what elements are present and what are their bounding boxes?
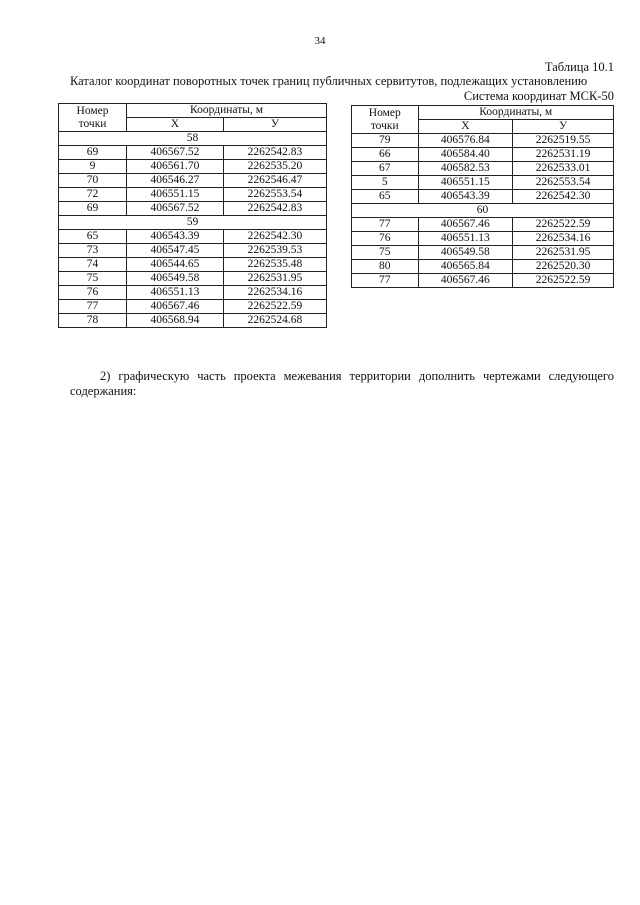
point-number-cell: 76 xyxy=(352,232,419,246)
point-number-cell: 72 xyxy=(59,188,127,202)
point-number-cell: 70 xyxy=(59,174,127,188)
x-header: X xyxy=(127,118,224,132)
table-row xyxy=(352,162,614,176)
table-row xyxy=(352,232,614,246)
table-row xyxy=(59,244,327,258)
y-coordinate-cell: 2262522.59 xyxy=(513,218,614,232)
x-coordinate-cell: 406567.46 xyxy=(418,274,513,288)
x-coordinate-cell: 406568.94 xyxy=(127,314,224,328)
y-coordinate-cell: 2262542.30 xyxy=(223,230,326,244)
group-title: 60 xyxy=(352,204,614,218)
y-coordinate-cell: 2262542.83 xyxy=(223,202,326,216)
point-number-cell: 79 xyxy=(352,134,419,148)
y-coordinate-cell: 2262524.68 xyxy=(223,314,326,328)
y-coordinate-cell: 2262546.47 xyxy=(223,174,326,188)
table-row xyxy=(352,246,614,260)
y-header: У xyxy=(223,118,326,132)
y-coordinate-cell: 2262553.54 xyxy=(513,176,614,190)
table-row xyxy=(59,300,327,314)
point-number-header-line2: точки xyxy=(78,117,107,130)
y-coordinate-cell: 2262534.16 xyxy=(513,232,614,246)
group-title-row xyxy=(352,204,614,218)
point-number-cell: 78 xyxy=(59,314,127,328)
x-coordinate-cell: 406549.58 xyxy=(127,272,224,286)
y-coordinate-cell: 2262531.95 xyxy=(223,272,326,286)
y-coordinate-cell: 2262553.54 xyxy=(223,188,326,202)
y-coordinate-cell: 2262542.83 xyxy=(223,146,326,160)
x-coordinate-cell: 406543.39 xyxy=(127,230,224,244)
point-number-cell: 65 xyxy=(352,190,419,204)
group-title: 59 xyxy=(59,216,327,230)
coordinate-system-label: Система координат МСК-50 xyxy=(463,89,614,103)
table-row xyxy=(59,202,327,216)
y-coordinate-cell: 2262522.59 xyxy=(223,300,326,314)
x-coordinate-cell: 406576.84 xyxy=(418,134,513,148)
x-coordinate-cell: 406567.46 xyxy=(418,218,513,232)
coordinates-table-left xyxy=(58,103,327,328)
x-coordinate-cell: 406582.53 xyxy=(418,162,513,176)
y-coordinate-cell: 2262519.55 xyxy=(513,134,614,148)
x-coordinate-cell: 406546.27 xyxy=(127,174,224,188)
y-coordinate-cell: 2262539.53 xyxy=(223,244,326,258)
table-header-row xyxy=(59,104,327,118)
x-coordinate-cell: 406551.13 xyxy=(418,232,513,246)
table-row xyxy=(352,190,614,204)
point-number-cell: 74 xyxy=(59,258,127,272)
paragraph-text: 2) графическую часть проекта межевания территории дополнить чертежами следующего содержания: xyxy=(70,369,614,398)
table-label: Таблица 10.1 xyxy=(544,60,614,74)
coordinates-table-right xyxy=(351,105,614,288)
y-coordinate-cell: 2262535.48 xyxy=(223,258,326,272)
x-coordinate-cell: 406547.45 xyxy=(127,244,224,258)
x-coordinate-cell: 406584.40 xyxy=(418,148,513,162)
table-row xyxy=(352,260,614,274)
x-coordinate-cell: 406567.52 xyxy=(127,202,224,216)
point-number-cell: 77 xyxy=(59,300,127,314)
point-number-cell: 69 xyxy=(59,146,127,160)
point-number-cell: 77 xyxy=(352,218,419,232)
table-row xyxy=(59,258,327,272)
point-number-cell: 69 xyxy=(59,202,127,216)
table-row xyxy=(59,314,327,328)
table-caption: Каталог координат поворотных точек границ публичных сервитутов, подлежащих установлению xyxy=(70,74,588,88)
point-number-cell: 75 xyxy=(59,272,127,286)
group-title: 58 xyxy=(59,132,327,146)
x-coordinate-cell: 406544.65 xyxy=(127,258,224,272)
x-header: X xyxy=(418,120,513,134)
point-number-cell: 5 xyxy=(352,176,419,190)
y-coordinate-cell: 2262535.20 xyxy=(223,160,326,174)
point-number-header xyxy=(59,104,127,132)
y-coordinate-cell: 2262534.16 xyxy=(223,286,326,300)
table-row xyxy=(352,218,614,232)
y-header: У xyxy=(513,120,614,134)
point-number-cell: 9 xyxy=(59,160,127,174)
x-coordinate-cell: 406549.58 xyxy=(418,246,513,260)
coordinates-header: Координаты, м xyxy=(127,104,327,118)
y-coordinate-cell: 2262520.30 xyxy=(513,260,614,274)
point-number-cell: 67 xyxy=(352,162,419,176)
table-header-row xyxy=(352,106,614,120)
y-coordinate-cell: 2262522.59 xyxy=(513,274,614,288)
group-title-row xyxy=(59,132,327,146)
x-coordinate-cell: 406567.52 xyxy=(127,146,224,160)
x-coordinate-cell: 406565.84 xyxy=(418,260,513,274)
point-number-cell: 77 xyxy=(352,274,419,288)
point-number-header xyxy=(352,106,419,134)
table-row xyxy=(59,146,327,160)
y-coordinate-cell: 2262531.19 xyxy=(513,148,614,162)
y-coordinate-cell: 2262533.01 xyxy=(513,162,614,176)
x-coordinate-cell: 406567.46 xyxy=(127,300,224,314)
group-title-row xyxy=(59,216,327,230)
point-number-header-line2: точки xyxy=(370,119,399,132)
table-row xyxy=(59,230,327,244)
body-paragraph xyxy=(70,369,614,399)
point-number-cell: 65 xyxy=(59,230,127,244)
coordinates-header: Координаты, м xyxy=(418,106,614,120)
y-coordinate-cell: 2262531.95 xyxy=(513,246,614,260)
table-row xyxy=(59,160,327,174)
table-row xyxy=(352,148,614,162)
point-number-cell: 80 xyxy=(352,260,419,274)
x-coordinate-cell: 406561.70 xyxy=(127,160,224,174)
y-coordinate-cell: 2262542.30 xyxy=(513,190,614,204)
table-row xyxy=(59,272,327,286)
table-row xyxy=(59,188,327,202)
table-row xyxy=(59,174,327,188)
x-coordinate-cell: 406551.15 xyxy=(127,188,224,202)
page-number: 34 xyxy=(314,35,326,47)
x-coordinate-cell: 406551.15 xyxy=(418,176,513,190)
point-number-cell: 75 xyxy=(352,246,419,260)
point-number-header-line1: Номер xyxy=(368,106,401,119)
table-row xyxy=(59,286,327,300)
x-coordinate-cell: 406551.13 xyxy=(127,286,224,300)
table-row xyxy=(352,134,614,148)
point-number-cell: 73 xyxy=(59,244,127,258)
x-coordinate-cell: 406543.39 xyxy=(418,190,513,204)
table-row xyxy=(352,176,614,190)
point-number-header-line1: Номер xyxy=(76,104,109,117)
point-number-cell: 76 xyxy=(59,286,127,300)
table-row xyxy=(352,274,614,288)
point-number-cell: 66 xyxy=(352,148,419,162)
